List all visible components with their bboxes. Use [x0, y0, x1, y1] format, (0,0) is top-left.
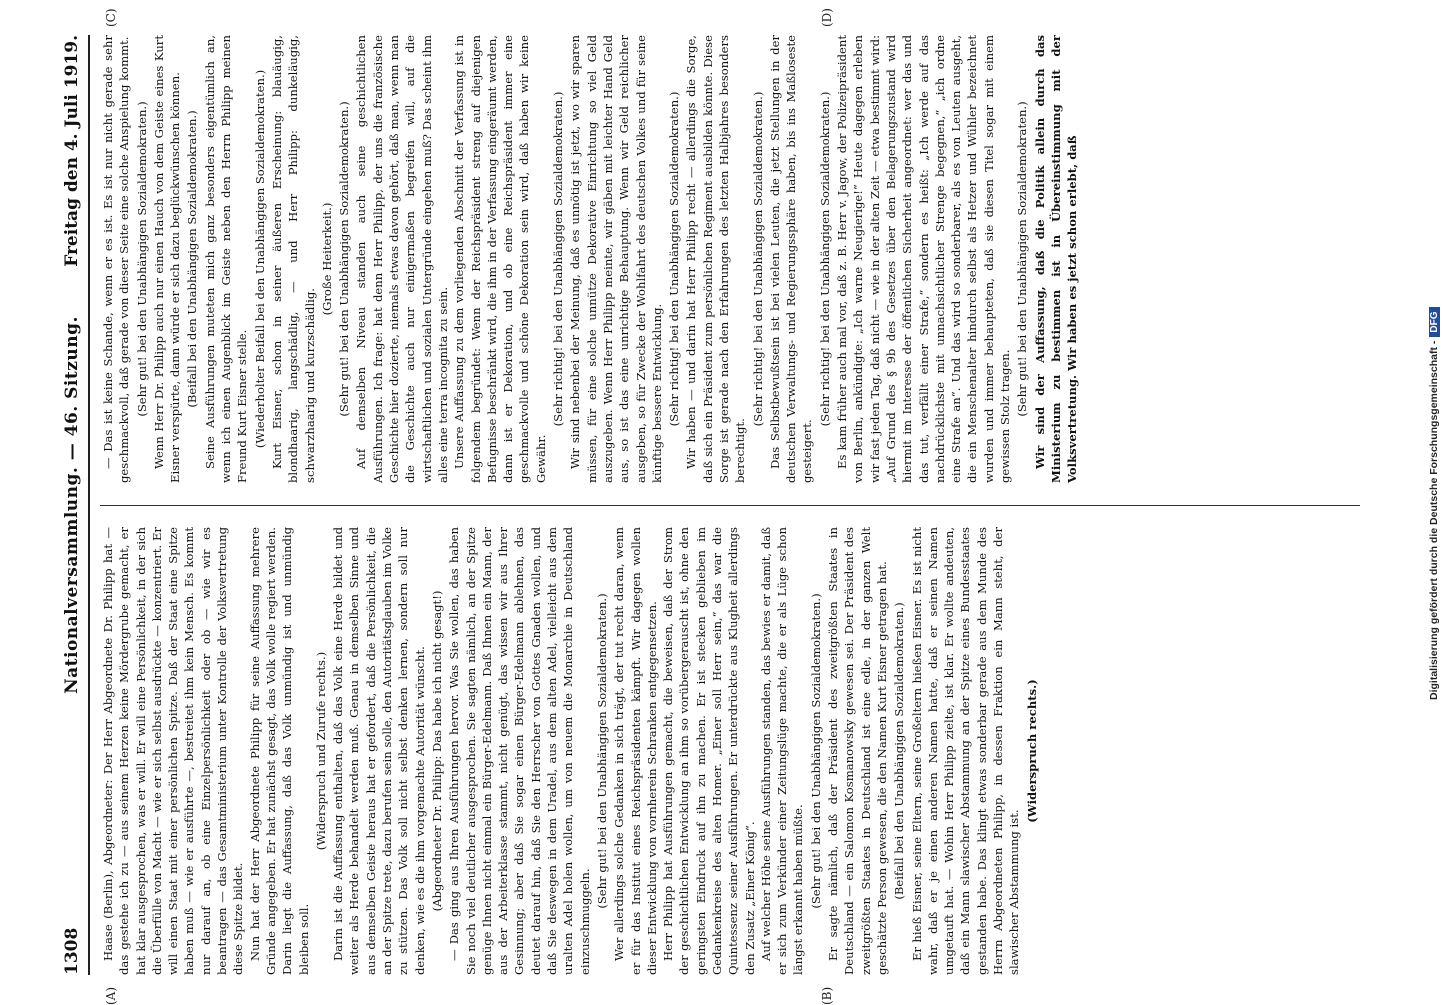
interjection: (Widerspruch und Zurufe rechts.) [313, 651, 328, 851]
interjection: (Beifall bei den Unabhängigen Sozialdemokraten.) [185, 110, 200, 408]
paragraph: Wir haben — und darin hat Herr Philipp recht — allerdings die Sorge, daß sich ein Präsident zum persönlichen Regiment ausbilden könnte. Diese Sorge ist gerade nach den Erfahrungen des letzten Halbjahres besonders berechtigt. [684, 35, 748, 483]
interjection: (Abgeordneter Dr. Philipp: Das habe ich nicht gesagt!) [429, 590, 444, 912]
column-divider [100, 505, 1360, 506]
margin-mark-c: (C) [104, 8, 118, 27]
page-header [60, 35, 90, 975]
dfg-credit-text [1428, 10, 1446, 700]
interjection: (Sehr richtig! bei den Unabhängigen Sozialdemokraten.) [667, 91, 682, 427]
paragraph: Darin ist die Auffassung enthalten, daß das Volk eine Herde bildet und weiter als Herde behandelt werden muß. Genau in demselben Sinne und aus demselben Geiste heraus hat er gefordert, daß die Persönlichkeit, die an der Spitze trete, dazu berufen sein solle, den Autoritätsglauben im Volke zu stützen. Das Volk soll nicht selbst denken lernen, sondern soll nur denken, wie es die ihm vorgemachte Autorität wünscht. [331, 527, 427, 975]
interjection: (Sehr gut! bei den Unabhängigen Sozialdemokraten.) [594, 593, 609, 909]
interjection: (Widerspruch rechts.) [1024, 679, 1039, 823]
interjection: (Sehr richtig! bei den Unabhängigen Sozialdemokraten.) [750, 91, 765, 427]
margin-mark-d: (D) [820, 8, 834, 27]
session-date: Freitag den 4. Juli 1919. [62, 35, 82, 267]
rotated-page [60, 8, 1380, 1005]
paragraph: — Das ging aus Ihren Ausführungen hervor. Was Sie wollen, das haben Sie noch viel deutlicher ausgesprochen. Sie sagten nämlich, an der Spitze genüge Ihnen nicht einmal ein Bürger-Edelmann. Daß Ihnen ein Mann, der aus der Arbeiterklasse stammt, nicht genügt, das wissen wir aus Ihrer Gesinnung; aber daß Sie sogar einen Bürger-Edelmann ablehnen, das deutet darauf hin, daß Sie den Herrscher von Gottes Gnaden wollen, und daß Sie deswegen in dem Uradel, aus dem alten Adel, vielleicht aus dem uralten Adel holen wollen, um von neuem die Monarchie in Deutschland einzuschmuggeln. [447, 527, 592, 975]
paragraph: Herr Philipp hat Ausführungen gemacht, die beweisen, daß der Strom der geschichtlichen Entwicklung an ihm so vorübergerauscht ist, ohne den geringsten Eindruck auf ihn zu machen. Er ist stecken geblieben im Gedankenkreise des alten Homer. „Einer soll Herr sein,“ das war die Quintessenz seiner Ausführungen. Er unterdrückte aus Klugheit allerdings den Zusatz „Einer König“. [661, 527, 757, 975]
interjection: (Sehr richtig! bei den Unabhängigen Sozialdemokraten.) [817, 91, 832, 427]
paragraph: Wenn Herr Dr. Philipp auch nur einen Hauch von dem Geiste eines Kurt Eisner verspürte, dann würde er sich dazu beglückwünschen können. [151, 35, 183, 483]
paragraph: Auf demselben Niveau standen auch seine geschichtlichen Ausführungen. Ich frage: hat denn Herr Philipp, der uns die französische Geschichte hier dozierte, niemals etwas davon gehört, daß man, wenn man die Geschichte auch nur einigermaßen begreifen will, auf die wirtschaftlichen und sozialen Untergründe eingehen muß? Das scheint ihm alles eine terra incognita zu sein. [354, 35, 450, 483]
session-title: Nationalversammlung. — 46. Sitzung. [62, 316, 82, 694]
paragraph: Auf welcher Höhe seine Ausführungen standen, das bewies er damit, daß er sich zum Verkünder einer Zeitungslüge machte, die er als Lüge schon längst erkannt haben müßte. [758, 527, 806, 975]
paragraph: Nun hat der Herr Abgeordnete Philipp für seine Auffassung mehrere Gründe angegeben. Er hat zunächst gesagt, das Volk wolle regiert werden. Darin liegt die Auffassung, daß das Volk unmündig ist und unmündig bleiben soll. [247, 527, 311, 975]
margin-mark-a: (A) [104, 986, 118, 1005]
interjection: (Beifall bei den Unabhängigen Sozialdemokraten.) [892, 602, 907, 900]
margin-mark-b: (B) [820, 986, 834, 1005]
paragraph: Wer allerdings solche Gedanken in sich trägt, der tut recht daran, wenn er für das Institut eines Reichspräsidenten kämpft. Wir dagegen wollen dieser Entwicklung von vornherein Schranken entgegensetzen. [612, 527, 659, 975]
left-text-column [100, 527, 1370, 975]
interjection: (Sehr gut! bei den Unabhängigen Sozialdemokraten.) [134, 101, 149, 417]
interjection: (Wiederholter Beifall bei den Unabhängigen Sozialdemokraten.) [252, 69, 267, 449]
paragraph: Seine Ausführungen muteten mich ganz besonders eigentümlich an, wenn ich einen Augenblick im Geiste neben den Herrn Philipp meinen Freund Kurt Eisner stelle. [202, 35, 250, 483]
paragraph: Das Selbstbewußtsein ist bei vielen Leuten, die jetzt Stellungen in der deutschen Verwaltungs- und Regierungssphäre haben, bis ins Maßloseste gesteigert. [767, 35, 815, 483]
paragraph: Unsere Auffassung zu dem vorliegenden Abschnitt der Verfassung ist in folgendem begründet: Wenn der Reichspräsident streng auf diejenigen Befugnisse beschränkt wird, die ihm in der Verfassung eingeräumt werden, dann ist er Dekoration, und ob eine Reichspräsident immer eine geschmackvolle und schöne Dekoration sein wird, daß haben wir keine Gewähr. [452, 35, 548, 483]
page-number: 1308 [62, 927, 82, 975]
paragraph: Wir sind der Auffassung, daß die Politik allein durch das Ministerium zu bestimmen ist in Übereinstimmung mit der Volksvertretung. Wir haben es jetzt schon erlebt, daß [1032, 35, 1080, 483]
paragraph: Wir sind nebenbei der Meinung, daß es unnötig ist jetzt, wo wir sparen müssen, für eine solche unnütze Dekorative Einrichtung so viel Geld auszugeben. Wenn Herr Philipp meinte, wir gäben mit leichter Hand Geld aus, so ist das eine unrichtige Behauptung. Wenn wir Geld reichlicher ausgeben, so für Zwecke der Wohlfahrt des deutschen Volkes und für seine künftige bessere Entwicklung. [568, 35, 664, 483]
dfg-badge: DFG [1429, 308, 1440, 337]
interjection: (Sehr richtig! bei den Unabhängigen Sozialdemokraten.) [551, 91, 566, 427]
interjection: (Große Heiterkeit.) [319, 202, 334, 316]
interjection: (Sehr gut! bei den Unabhängigen Sozialdemokraten.) [1015, 101, 1030, 417]
paragraph: — Das ist keine Schande, wenn er es ist. Es ist nur nicht gerade sehr geschmackvoll, daß gerade von dieser Seite eine solche Anspielung kommt. [101, 35, 132, 483]
interjection: (Sehr gut! bei den Unabhängigen Sozialdemokraten.) [337, 101, 352, 417]
right-text-column [100, 35, 1370, 483]
paragraph: Es kam früher auch mal vor, daß z. B. Herr v. Jagow, der Polizeipräsident von Berlin, ankündigte: „Ich warne Neugierige!“ Heute dagegen erleben wir fast jeden Tag, daß nicht — wie in der alten Zeit — etwa bestimmt wird: „Auf Grund des § 9b des Gesetzes über den Belagerungszustand wird hiermit im Interesse der öffentlichen Sicherheit angeordnet: wer das und das tut, verfällt einer Strafe,“ sondern es heißt: „Ich werde auf das nachdrücklichste mit unnachsichtlicher Strenge begegnen,“ „ich ordne eine Strafe an“. Und das wird so sonderbarer, als es von Leuten ausgeht, die ein Menschenalter hindurch selbst als Hetzer und Wühler bezeichnet wurden und immer behaupteten, daß sie diesen Titel sogar mit einem gewissen Stolz tragen. [835, 35, 1013, 483]
dfg-credit [1410, 10, 1440, 710]
paragraph: Kurt Eisner, schon in seiner äußeren Erscheinung: blauäugig, blondhaarig, langschädlig, — und Herr Philipp: dunkeläugig, schwarzhaarig und kurzschädlig. [269, 35, 317, 483]
paragraph: Er hieß Eisner, seine Eltern, seine Großeltern hießen Eisner. Es ist nicht wahr, daß er je einen anderen Namen hatte, daß er seinen Namen umgetauft hat. — Wohin Herr Philipp zielte, ist klar. Er wollte andeuten, daß ein Mann slawischer Abstammung an der Spitze eines Bundesstaates gestanden habe. Das klingt etwas sonderbar gerade aus dem Munde des Herrn Abgeordneten Philipp, in dessen Fraktion ein Mann steht, der slawischer Abstammung ist. [909, 527, 1022, 975]
page-body [100, 8, 1370, 1005]
interjection: (Sehr gut! bei den Unabhängigen Sozialdemokraten.) [808, 593, 823, 909]
paragraph: Er sagte nämlich, daß der Präsident des zweitgrößten Staates in Deutschland — ein Salomon Kosmanowsky gewesen sei. Der Präsident des zweitgrößten Staates in Deutschland ist eine edle, in der ganzen Welt geschätzte Person gewesen, die den Namen Kurt Eisner getragen hat. [826, 527, 889, 975]
credit-label: Digitalisierung gefördert durch die Deutsche Forschungsgemeinschaft - [1428, 340, 1440, 700]
paragraph: Haase (Berlin), Abgeordneter: Der Herr Abgeordnete Dr. Philipp hat — das gestehe ich zu — aus seinem Herzen keine Mördergrube gemacht, er hat klar ausgesprochen, was er will. Er will eine Persönlichkeit, in der sich die Überfülle von Macht — wie er sich selbst ausdrückte — konzentriert. Er will einen Staat mit einer persönlichen Spitze. Daß der Staat eine Spitze haben muß — wie er ausführte —, bestreitet ihm kein Mensch. Es kommt nur darauf an, ob eine Einzelpersönlichkeit oder ob — wie wir es beantragen — das Gesamtministerium unter Kontrolle der Volksvertretung diese Spitze bildet. [101, 527, 246, 975]
